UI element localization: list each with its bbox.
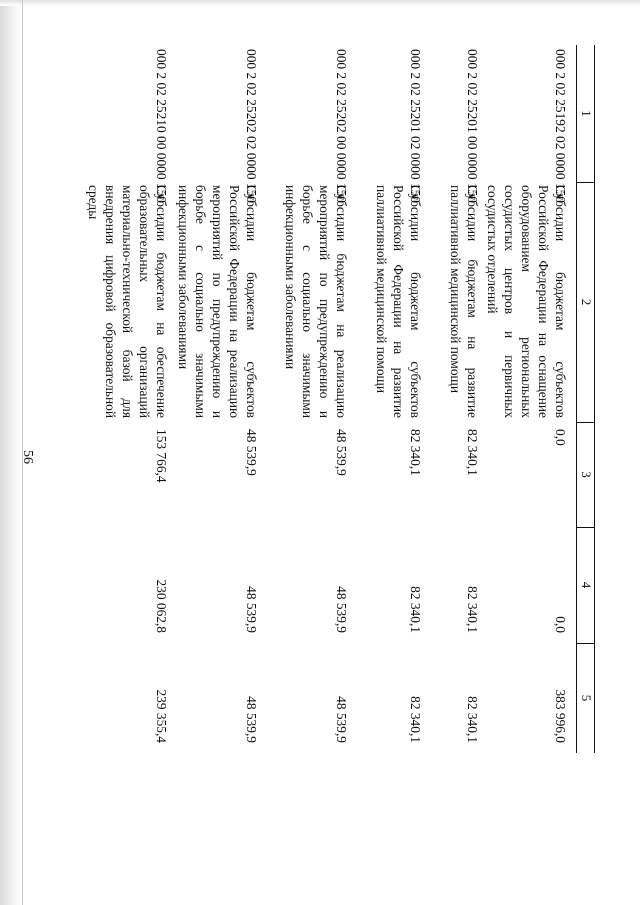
- row-col4: 48 539,9: [244, 586, 259, 633]
- row-code: 000 2 02 25202 00 0000 150: [334, 49, 349, 203]
- row-col5: 82 340,1: [465, 696, 480, 743]
- header-col-1: 1: [579, 110, 594, 117]
- row-col4: 82 340,1: [465, 586, 480, 633]
- row-description: Субсидии бюджетам на обеспечение образовательных организаций материально-технической базой для внедрения цифровой образовательной среды: [86, 185, 169, 418]
- row-col4: 230 062,8: [154, 579, 169, 633]
- row-col3: 48 539,9: [244, 429, 259, 476]
- row-col5: 48 539,9: [334, 696, 349, 743]
- row-description: Субсидии бюджетам на реализацию мероприятий по предупреждению и борьбе с социально значимыми инфекционными заболеваниями: [283, 185, 349, 418]
- row-col5: 383 996,0: [553, 689, 568, 743]
- row-col5: 48 539,9: [244, 696, 259, 743]
- row-col4: 0,0: [553, 616, 568, 633]
- header-col-4: 4: [579, 581, 594, 589]
- budget-table: [86, 45, 595, 850]
- header-col-5: 5: [579, 694, 594, 702]
- row-description: Субсидии бюджетам субъектов Российской Федерации на реализацию мероприятий по предупреждению и борьбе с социально значимыми инфекционными заболеваниями: [176, 185, 259, 418]
- header-col-3: 3: [579, 471, 594, 478]
- row-code: 000 2 02 25210 00 0000 150: [154, 49, 169, 203]
- row-col3: 48 539,9: [334, 429, 349, 476]
- row-code: 000 2 02 25201 02 0000 150: [408, 49, 423, 203]
- row-description: Субсидии бюджетам субъектов Российской Федерации на оснащение оборудованием региональных сосудистых центров и первичных сосудистых отделений: [485, 185, 568, 418]
- row-col4: 82 340,1: [408, 586, 423, 633]
- header-col-2: 2: [579, 298, 594, 306]
- row-code: 000 2 02 25202 02 0000 150: [244, 49, 259, 203]
- row-code: 000 2 02 25192 02 0000 150: [553, 49, 568, 203]
- row-col5: 82 340,1: [408, 696, 423, 743]
- page-number: 56: [20, 450, 35, 464]
- row-col5: 239 355,4: [154, 689, 169, 743]
- row-col3: 82 340,1: [465, 429, 480, 476]
- scan-top-shadow: [0, 0, 640, 6]
- row-col3: 0,0: [553, 429, 568, 446]
- row-description: Субсидии бюджетам субъектов Российской Федерации на развитие паллиативной медицинской помощи: [374, 185, 423, 418]
- row-col3: 82 340,1: [408, 429, 423, 476]
- row-description: Субсидии бюджетам на развитие паллиативной медицинской помощи: [448, 185, 480, 418]
- row-code: 000 2 02 25201 00 0000 150: [465, 49, 480, 203]
- row-col4: 48 539,9: [334, 586, 349, 633]
- row-col3: 153 766,4: [154, 429, 169, 483]
- rotated-table: [86, 45, 595, 850]
